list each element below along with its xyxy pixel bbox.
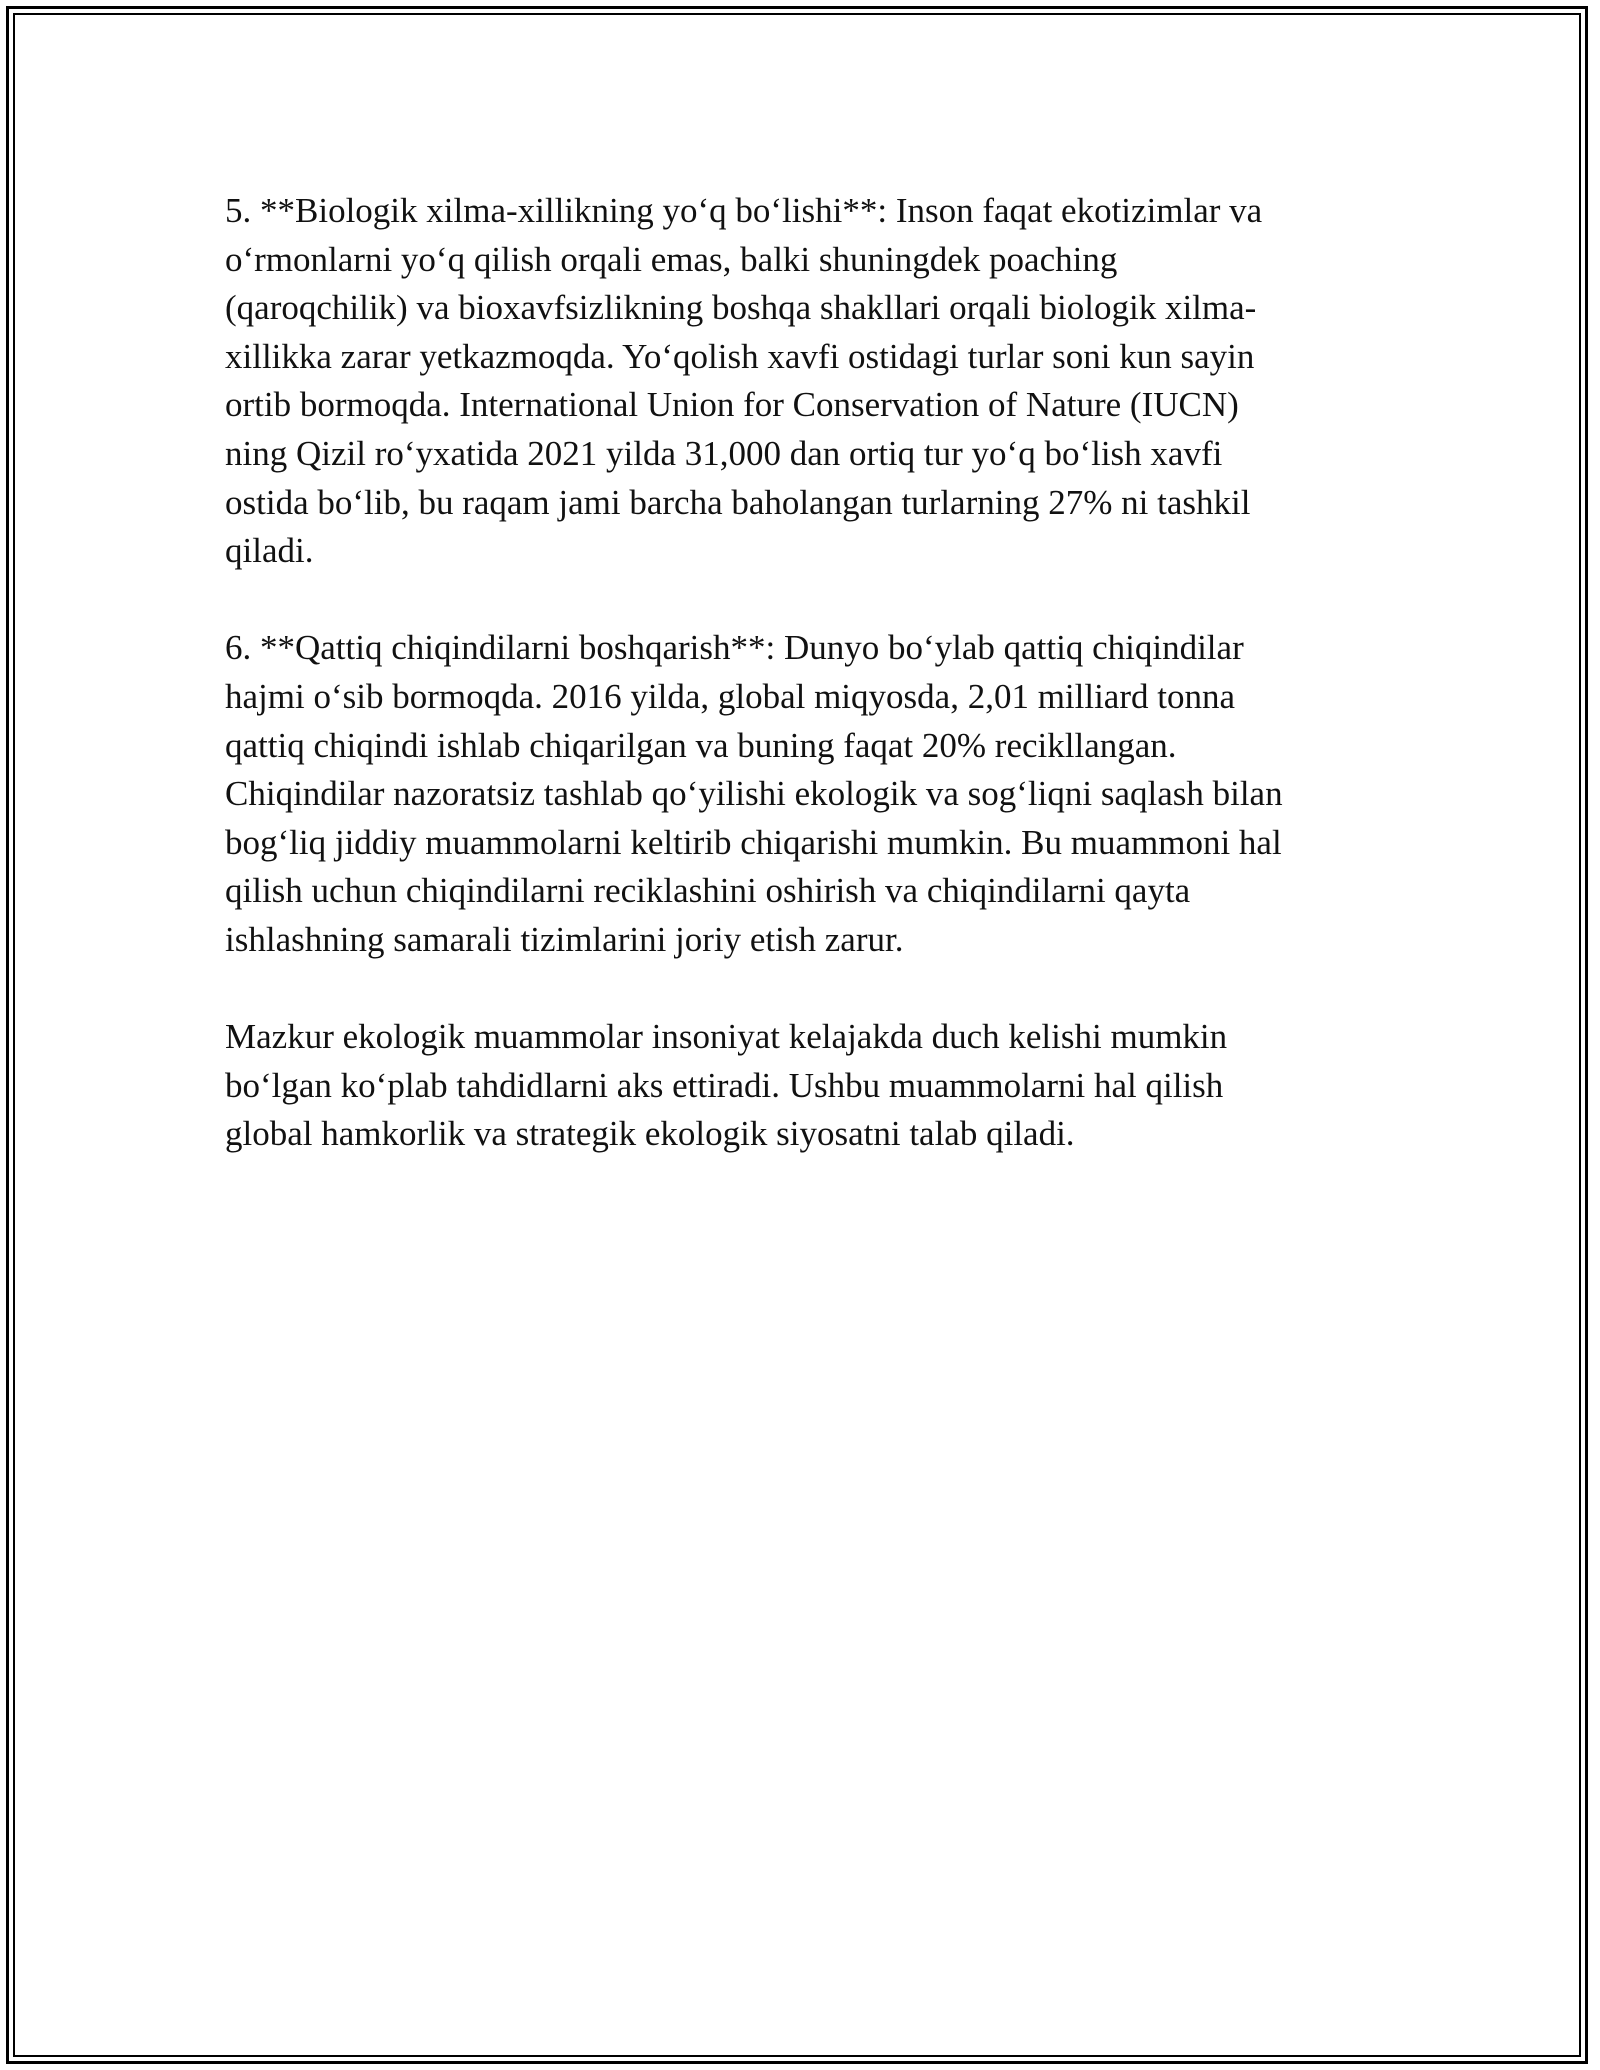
- text-line: (qaroqchilik) va bioxavfsizlikning boshqa shakllari orqali biologik xilma-: [225, 288, 1257, 328]
- text-line: qattiq chiqindi ishlab chiqarilgan va buning faqat 20% recikllangan.: [225, 725, 1177, 765]
- text-line: ortib bormoqda. International Union for Conservation of Nature (IUCN): [225, 385, 1239, 425]
- text-line: ning Qizil ro‘yxatida 2021 yilda 31,000 dan ortiq tur yo‘q bo‘lish xavfi: [225, 433, 1223, 473]
- paragraph-solid-waste: [225, 624, 1395, 964]
- text-line: ishlashning samarali tizimlarini joriy etish zarur.: [225, 919, 904, 959]
- paragraph-conclusion: [225, 1013, 1395, 1159]
- text-line: qiladi.: [225, 531, 314, 571]
- text-line: bo‘lgan ko‘plab tahdidlarni aks ettiradi. Ushbu muammolarni hal qilish: [225, 1065, 1224, 1105]
- text-line: ostida bo‘lib, bu raqam jami barcha baholangan turlarning 27% ni tashkil: [225, 482, 1251, 522]
- document-body: [225, 187, 1395, 1207]
- text-line: xillikka zarar yetkazmoqda. Yo‘qolish xavfi ostidagi turlar soni kun sayin: [225, 336, 1255, 376]
- text-line: 6. **Qattiq chiqindilarni boshqarish**: Dunyo bo‘ylab qattiq chiqindilar: [225, 628, 1244, 668]
- text-line: Chiqindilar nazoratsiz tashlab qo‘yilishi ekologik va sog‘liqni saqlash bilan: [225, 774, 1283, 814]
- text-line: o‘rmonlarni yo‘q qilish orqali emas, balki shuningdek poaching: [225, 239, 1118, 279]
- text-line: qilish uchun chiqindilarni reciklashini oshirish va chiqindilarni qayta: [225, 871, 1191, 911]
- paragraph-biodiversity-loss: [225, 187, 1395, 576]
- text-line: Mazkur ekologik muammolar insoniyat kelajakda duch kelishi mumkin: [225, 1017, 1228, 1057]
- text-line: hajmi o‘sib bormoqda. 2016 yilda, global miqyosda, 2,01 milliard tonna: [225, 676, 1236, 716]
- text-line: 5. **Biologik xilma-xillikning yo‘q bo‘lishi**: Inson faqat ekotizimlar va: [225, 191, 1263, 230]
- text-line: bog‘liq jiddiy muammolarni keltirib chiqarishi mumkin. Bu muammoni hal: [225, 822, 1282, 862]
- text-line: global hamkorlik va strategik ekologik siyosatni talab qiladi.: [225, 1114, 1075, 1154]
